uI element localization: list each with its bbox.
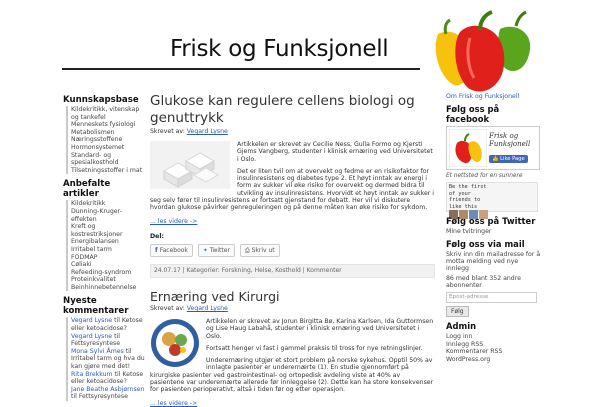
post-excerpt [150, 318, 435, 407]
list-item[interactable]: Metabolismen [66, 129, 145, 137]
facebook-page-widget[interactable] [446, 126, 540, 170]
list-item[interactable]: Innlegg RSS [446, 340, 484, 348]
site-title[interactable]: Frisk og Funksjonell [170, 36, 389, 62]
admin-heading: Admin [446, 321, 477, 331]
facebook-heading: Følg oss på facebook [446, 104, 500, 124]
excerpt-paragraph: Fortsatt henger vi fast i gammel praksis til tross for nye retningslinjer. [206, 344, 423, 352]
list-item[interactable]: Standard- og spesialkosthold [66, 152, 145, 167]
comment-item [66, 333, 145, 348]
author-link[interactable]: Vegard Lysne [186, 304, 228, 312]
share-bar [150, 244, 435, 258]
byline-prefix: Skrevet av: [150, 128, 185, 135]
anbefalte-heading: Anbefalte artikler [63, 179, 111, 200]
fb-page-name[interactable]: Frisk og Funksjonell [489, 132, 531, 148]
list-item[interactable]: Kildekritikk, vitenskap og tankefel [66, 106, 145, 121]
header-divider [62, 68, 420, 70]
list-item[interactable]: Dunning-Kruger-effekten [66, 208, 145, 223]
kunnskapsbase-list [63, 106, 145, 174]
post-meta: 24.07.17 | Kategorier: Forskning, Helse, Kosthold | Kommenter [150, 264, 435, 278]
list-item[interactable]: Næringsstoffene [66, 136, 145, 144]
fb-tagline: Et nettsted for en sunnere [446, 173, 523, 179]
print-button[interactable]: ⎙ Skriv ut [240, 244, 280, 257]
list-item[interactable]: Kreft og kostrestriksjoner [66, 223, 145, 238]
about-link[interactable]: Om Frisk og Funksjonell [446, 93, 520, 100]
sugar-cubes-image [150, 141, 230, 189]
peppers-logo-image [430, 4, 540, 94]
post-byline [150, 305, 435, 312]
right-sidebar [446, 93, 541, 363]
comment-author[interactable]: Vegard Lysne [71, 317, 113, 325]
share-label: Del: [150, 232, 164, 240]
subscriber-count: 86 med blant 352 andre abonnenter [446, 275, 521, 289]
left-sidebar [63, 93, 145, 406]
comment-item [66, 371, 145, 386]
comment-author[interactable]: Rita Brekkum [71, 370, 113, 378]
mail-heading: Følg oss via mail [446, 239, 525, 249]
comment-text[interactable]: til Irritabel tarm og hva du kan gjøre med det! [71, 347, 145, 371]
list-item[interactable]: Kildekritikk [66, 200, 145, 208]
excerpt-paragraph: Det er liten tvil om at overvekt og fedme er en risikofaktor for insulinresistens og diabetes type 2. Et høyt inntak av energi i form av sukker vil øke risiko for overvekt og dermed bidra til utvikling av insulinresistens. Hvorvidt et høyt inntak av sukker i seg selv fører til insulinresistens er fortsatt gjenstand for debatt. Her vil vi diskutere hvordan glukose påvirker genreguleringen og på denne måten kan øke risiko for sykdom. [150, 167, 435, 212]
comments-list [63, 317, 145, 401]
twitter-icon: ✦ [202, 246, 210, 254]
read-more-link[interactable]: ... les videre -> [150, 399, 198, 407]
list-item[interactable]: Beinhinnebetennelse [66, 284, 145, 292]
post-byline [150, 128, 435, 135]
fb-like-button[interactable]: 👍 Like Page [489, 155, 528, 163]
list-item[interactable]: Irritabel tarm [66, 246, 145, 254]
post-title[interactable]: Ernæring ved Kirurgi [150, 288, 280, 304]
email-field[interactable]: Epost-adresse [446, 292, 537, 303]
mail-description: Skriv inn din mailadresse for å motta melding ved nye innlegg [446, 251, 541, 272]
share-twitter-button[interactable]: ✦ Twitter [198, 244, 235, 257]
print-icon: ⎙ [244, 246, 252, 254]
nyeste-heading: Nyeste kommentarer [63, 296, 129, 317]
list-item[interactable]: Menneskets fysiologi [66, 121, 145, 129]
list-item[interactable]: Kommentarer RSS [446, 348, 503, 356]
list-item[interactable]: Hormonsystemet [66, 144, 145, 152]
excerpt-paragraph: Underernæring utgjør et stort problem på norske sykehus. Opptil 50% av innlagte pasienter er underernærte (1). En studie gjennomført på kirurgiske pasienter ved gastrointestinal- og ortopedisk avdeling viste at 40% av pasientene var underernærte allerede før innleggelse (2). Dette kan ha store konsekvenser for pasienten perioperativt, altså i tiden før og etter operasjon. [150, 357, 434, 394]
thumbs-up-icon: 👍 [492, 156, 501, 162]
comment-item [66, 317, 145, 332]
author-link[interactable]: Vegard Lysne [186, 128, 228, 135]
post-title[interactable]: Glukose kan regulere cellens biologi og genuttrykk [150, 93, 415, 126]
list-item[interactable]: Proteinkvalitet [66, 276, 145, 284]
anbefalte-list [63, 200, 145, 291]
comment-item [66, 348, 145, 371]
list-item[interactable]: Tilsetningsstoffer i mat [66, 167, 145, 175]
food-plate-image [150, 318, 200, 368]
list-item[interactable]: Cøliaki [66, 261, 145, 269]
facebook-icon: f [155, 246, 160, 254]
kunnskapsbase-heading: Kunnskapsbase [63, 95, 139, 105]
read-more-link[interactable]: ... les videre -> [150, 217, 198, 225]
comment-author[interactable]: Jane Beathe Asbjørnsen [71, 385, 145, 393]
comment-text[interactable]: til Fettsyresyntese [71, 393, 128, 401]
excerpt-paragraph: Artikkelen er skrevet av Jorun Birgitta Bø, Karina Karlsen, Ida Guttormsen og Lise Haug Labahå, studenter i klinisk ernæring ved Universitetet i Oslo. [206, 317, 434, 340]
peppers-avatar-image [449, 129, 487, 167]
byline-prefix: Skrevet av: [150, 304, 185, 312]
list-item[interactable]: Logg inn [446, 333, 473, 340]
admin-list [446, 333, 541, 363]
comment-text[interactable]: til Fettsyresyntese [71, 332, 121, 348]
comment-text[interactable]: til Ketose eller ketoacidose? [71, 317, 143, 333]
main-content [150, 93, 435, 407]
excerpt-paragraph: Artikkelen er skrevet av Cecilie Ness, Gulla Formo og Kjersti Gjems Vangberg, studenter i klinisk ernæring ved Universitetet i Oslo. [237, 141, 433, 163]
post-ernaering [150, 289, 435, 407]
fb-friends-box [446, 182, 538, 212]
post-glukose [150, 93, 435, 278]
twitter-heading: Følg oss på Twitter [446, 216, 536, 226]
comment-author[interactable]: Vegard Lysne [71, 332, 113, 340]
comment-text[interactable]: til Ketose eller ketoacidose? [71, 370, 144, 386]
fb-friends-text: Be the first of your friends to like this [449, 184, 487, 210]
list-item[interactable]: Energibalansen [66, 238, 145, 246]
follow-button[interactable]: Følg [446, 306, 469, 317]
share-facebook-button[interactable]: f Facebook [150, 244, 193, 257]
post-excerpt [150, 141, 435, 225]
comment-item [66, 386, 145, 401]
twitter-link[interactable]: Mine tvitringer [446, 228, 492, 235]
list-item[interactable]: Refeeding-syndrom [66, 269, 145, 277]
list-item[interactable]: WordPress.org [446, 355, 491, 363]
comment-author[interactable]: Mona Sylvi Åmes [71, 347, 124, 355]
list-item[interactable]: FODMAP [66, 254, 145, 262]
site-header [0, 0, 600, 90]
